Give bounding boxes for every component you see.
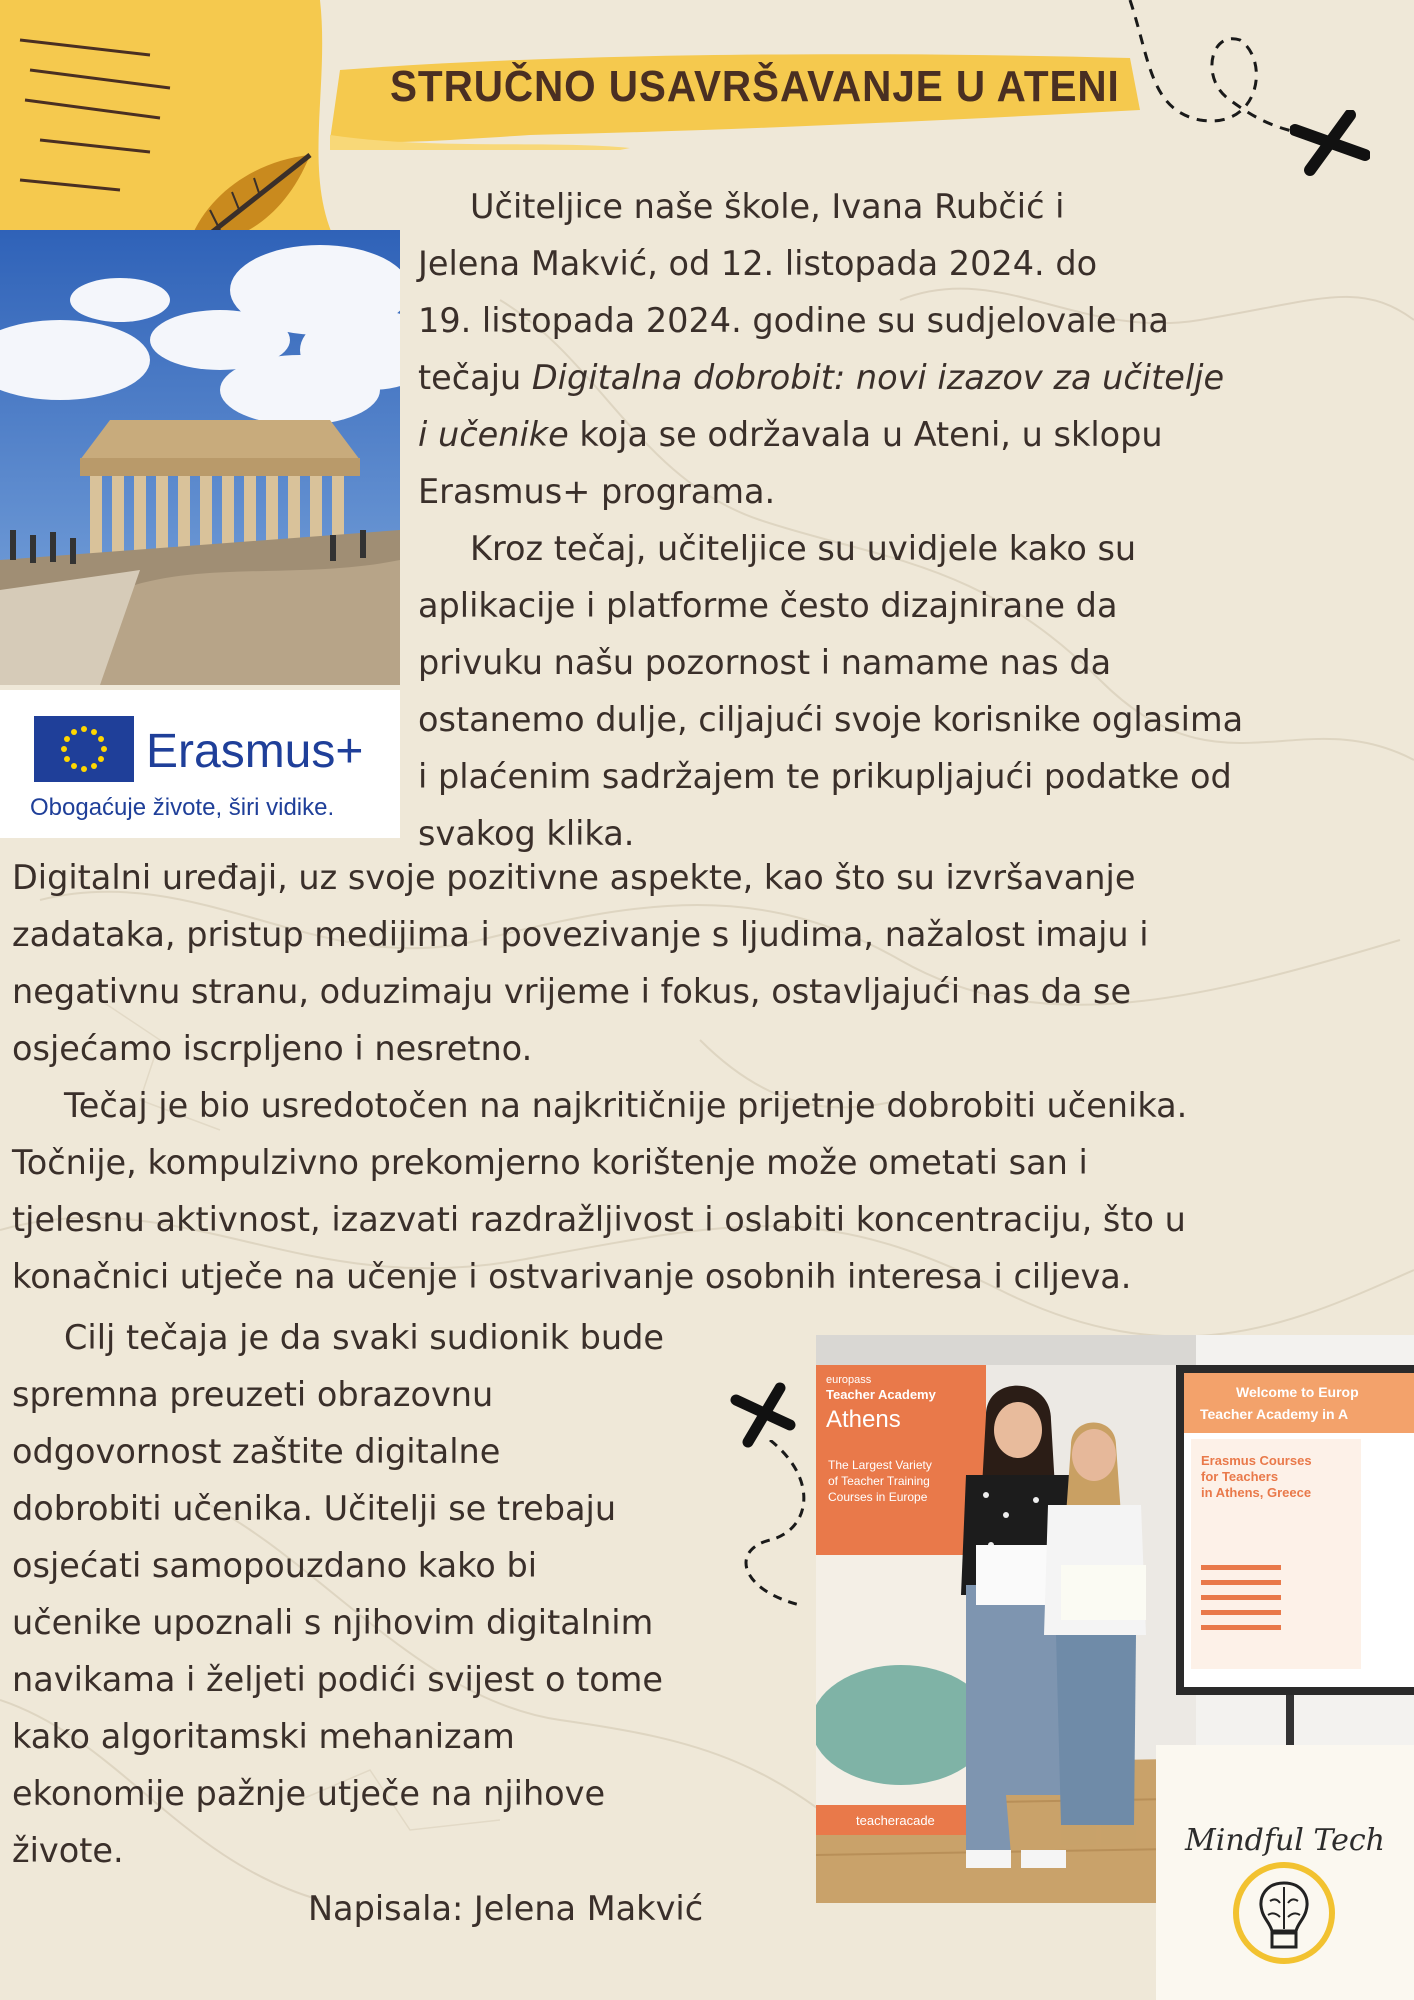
svg-text:Erasmus Courses: Erasmus Courses xyxy=(1201,1453,1312,1468)
svg-text:of Teacher Training: of Teacher Training xyxy=(828,1474,930,1488)
svg-text:The Largest Variety: The Largest Variety xyxy=(828,1458,932,1472)
course-title-cont: i učenike xyxy=(418,415,569,454)
paragraph-4: Tečaj je bio usredotočen na najkritičnije prijetnje dobrobiti učenika. Točnije, kompulzivno prekomjerno korištenje može ometati san i tjelesnu aktivnost, izazvati razdražljivost i oslabiti koncentraciju, što u konačnici utječe na učenje i ostvarivanje osobnih interesa i ciljeva. xyxy=(12,1086,1188,1296)
svg-text:europass: europass xyxy=(826,1374,872,1386)
erasmus-logo xyxy=(0,690,400,838)
course-title: Digitalna dobrobit: novi izazov za učitelje xyxy=(531,358,1225,397)
mindful-tech-wordmark: Mindful Tech xyxy=(1185,1823,1385,1858)
svg-text:in Athens, Greece: in Athens, Greece xyxy=(1201,1485,1312,1500)
svg-text:Athens: Athens xyxy=(826,1406,901,1433)
svg-text:teacheracade: teacheracade xyxy=(856,1813,935,1828)
svg-text:Teacher Academy in A: Teacher Academy in A xyxy=(1200,1406,1349,1422)
x-mark-icon xyxy=(1290,110,1370,180)
page-title: STRUČNO USAVRŠAVANJE U ATENI xyxy=(390,62,1120,111)
paragraph-3: Digitalni uređaji, uz svoje pozitivne aspekte, kao što su izvršavanje zadataka, pristup medijima i povezivanje s ljudima, nažalost imaju i negativnu stranu, oduzimaju vrijeme i fokus, ostavljajući nas da se osjećamo iscrpljeno i nesretno. xyxy=(12,858,1149,1068)
svg-text:Courses in Europe: Courses in Europe xyxy=(828,1490,928,1504)
erasmus-tagline: Obogaćuje živote, širi vidike. xyxy=(30,794,335,821)
mindful-tech-logo xyxy=(1156,1745,1414,2000)
eu-flag-icon xyxy=(34,716,134,782)
svg-text:Teacher Academy: Teacher Academy xyxy=(826,1387,936,1402)
lightbulb-brain-icon xyxy=(1224,1855,1344,1975)
svg-text:for Teachers: for Teachers xyxy=(1201,1469,1279,1484)
erasmus-wordmark: Erasmus+ xyxy=(146,725,364,778)
paragraph-1: Učiteljice naše škole, Ivana Rubčić i Jelena Makvić, od 12. listopada 2024. do 19. listopada 2024. godine su sudjelovale na tečaju Digitalna dobrobit: novi izazov za učitelje i učenike koja se održavala u Ateni, u sklopu Erasmus+ programa. xyxy=(418,187,1225,511)
dashed-path-decoration-2 xyxy=(730,1440,820,1610)
paragraph-2: Kroz tečaj, učiteljice su uvidjele kako su aplikacije i platforme često dizajnirane da privuku našu pozornost i namame nas da ostanemo dulje, ciljajući svoje korisnike oglasima i plaćenim sadržajem te prikupljajući podatke od svakog klika. xyxy=(418,529,1244,853)
svg-text:Welcome to Europ: Welcome to Europ xyxy=(1236,1384,1359,1400)
signature: Napisala: Jelena Makvić xyxy=(308,1889,704,1928)
acropolis-photo xyxy=(0,230,400,685)
paragraph-5: Cilj tečaja je da svaki sudionik bude spremna preuzeti obrazovnu odgovornost zaštite digitalne dobrobiti učenika. Učitelji se trebaju osjećati samopouzdano kako bi učenike upoznali s njihovim digitalnim navikama i željeti podići svijest o tome kako algoritamski mehanizam ekonomije pažnje utječe na njihove živote. xyxy=(12,1318,665,1870)
